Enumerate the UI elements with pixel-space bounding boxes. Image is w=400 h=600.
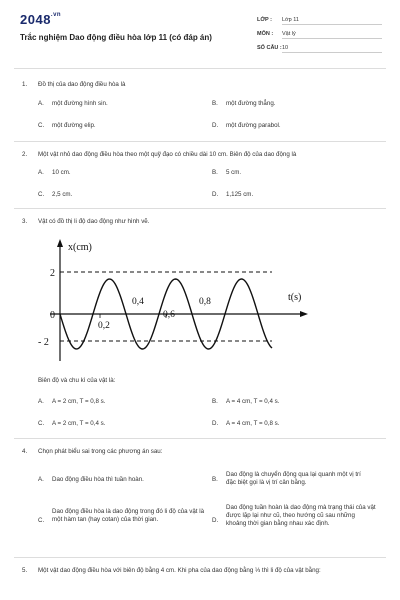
option-label: A. [38, 169, 44, 176]
meta-label-count: SỐ CÂU : [257, 45, 282, 51]
option-text: 10 cm. [52, 169, 71, 176]
option-text: A = 2 cm, T = 0,4 s. [52, 420, 106, 427]
divider [14, 208, 386, 209]
meta-value-count: 10 [282, 45, 382, 53]
question-text: Đồ thị của dao động điều hòa là [38, 81, 126, 88]
option-text: 2,5 cm. [52, 191, 73, 198]
option-text: Dao động tuần hoàn là dao động mà trạng thái của vật được lặp lại như cũ, theo hướng cũ sau những khoảng thời gian bằng nhau xác định. [226, 504, 376, 527]
question-text: Chọn phát biểu sai trong các phương án sau: [38, 448, 163, 455]
header [0, 0, 400, 70]
option-label: C. [38, 191, 45, 198]
logo-suffix: .vn [50, 12, 62, 18]
question-number: 4. [22, 448, 28, 455]
option-text: một đường parabol. [226, 122, 281, 129]
meta-value-class: Lớp 11 [282, 17, 382, 25]
option-label: D. [212, 122, 219, 129]
option-text: một đường hình sin. [52, 100, 108, 107]
question-text: Vật có đồ thị li độ dao động như hình vẽ. [38, 218, 150, 225]
t-tick-label: 0,2 [98, 321, 110, 331]
divider [14, 141, 386, 142]
option-label: D. [212, 420, 219, 427]
option-text: A = 2 cm, T = 0,8 s. [52, 398, 106, 405]
y-tick-top: 2 [50, 268, 55, 279]
meta-label-class: LỚP : [257, 17, 272, 23]
option-label: D. [212, 191, 219, 198]
option-label: A. [38, 476, 44, 483]
question-number: 1. [22, 81, 28, 88]
option-label: D. [212, 517, 219, 524]
option-label: B. [212, 476, 218, 483]
option-label: A. [38, 398, 44, 405]
t-axis-label: t(s) [288, 292, 302, 303]
y-tick-zero: 0 [50, 310, 55, 321]
option-text: 1,125 cm. [226, 191, 254, 198]
question-subtext: Biên độ và chu kì của vật là: [38, 377, 116, 384]
page-title: Trắc nghiệm Dao động điều hòa lớp 11 (có đáp án) [20, 33, 212, 42]
y-axis-arrow [57, 239, 63, 247]
meta-value-subject: Vật lý [282, 31, 382, 39]
option-label: B. [212, 169, 218, 176]
option-text: A = 4 cm, T = 0,4 s. [226, 398, 280, 405]
option-text: Dao động điều hòa thì tuần hoàn. [52, 476, 144, 483]
question-number: 2. [22, 151, 28, 158]
option-label: B. [212, 398, 218, 405]
option-text: Dao động là chuyển động qua lại quanh một vị trí đặc biệt gọi là vị trí cân bằng. [226, 471, 361, 486]
divider [14, 557, 386, 558]
logo-main: 2048 [20, 12, 51, 27]
option-text: Dao động điều hòa là dao động trong đó li độ của vật là một hàm tan (hay cotan) của thời gian. [52, 508, 205, 523]
option-label: C. [38, 420, 45, 427]
t-tick-label: 0,6 [163, 310, 175, 320]
t-axis-arrow [300, 311, 308, 317]
question-number: 3. [22, 218, 28, 225]
oscillation-graph [32, 236, 312, 366]
question-text: Một vật dao động điều hòa với biên độ bằng 4 cm. Khi pha của dao động bằng ⅓ thì li độ của vật bằng: [38, 567, 321, 574]
option-text: một đường elip. [52, 122, 96, 129]
site-logo[interactable] [20, 12, 61, 27]
divider [14, 438, 386, 439]
meta-label-subject: MÔN : [257, 31, 274, 37]
t-tick-label: 0,4 [132, 297, 144, 307]
question-number: 5. [22, 567, 28, 574]
option-label: C. [38, 122, 45, 129]
option-text: một đường thẳng. [226, 100, 276, 107]
option-label: A. [38, 100, 44, 107]
question-text: Một vật nhỏ dao động điều hòa theo một quỹ đạo có chiều dài 10 cm. Biên độ của dao động là [38, 151, 297, 158]
option-label: C. [38, 517, 45, 524]
t-tick-label: 0,8 [199, 297, 211, 307]
option-text: 5 cm. [226, 169, 242, 176]
y-axis-label: x(cm) [68, 242, 92, 253]
y-tick-bottom: - 2 [38, 337, 49, 348]
divider [14, 68, 386, 69]
option-text: A = 4 cm, T = 0,8 s. [226, 420, 280, 427]
option-label: B. [212, 100, 218, 107]
